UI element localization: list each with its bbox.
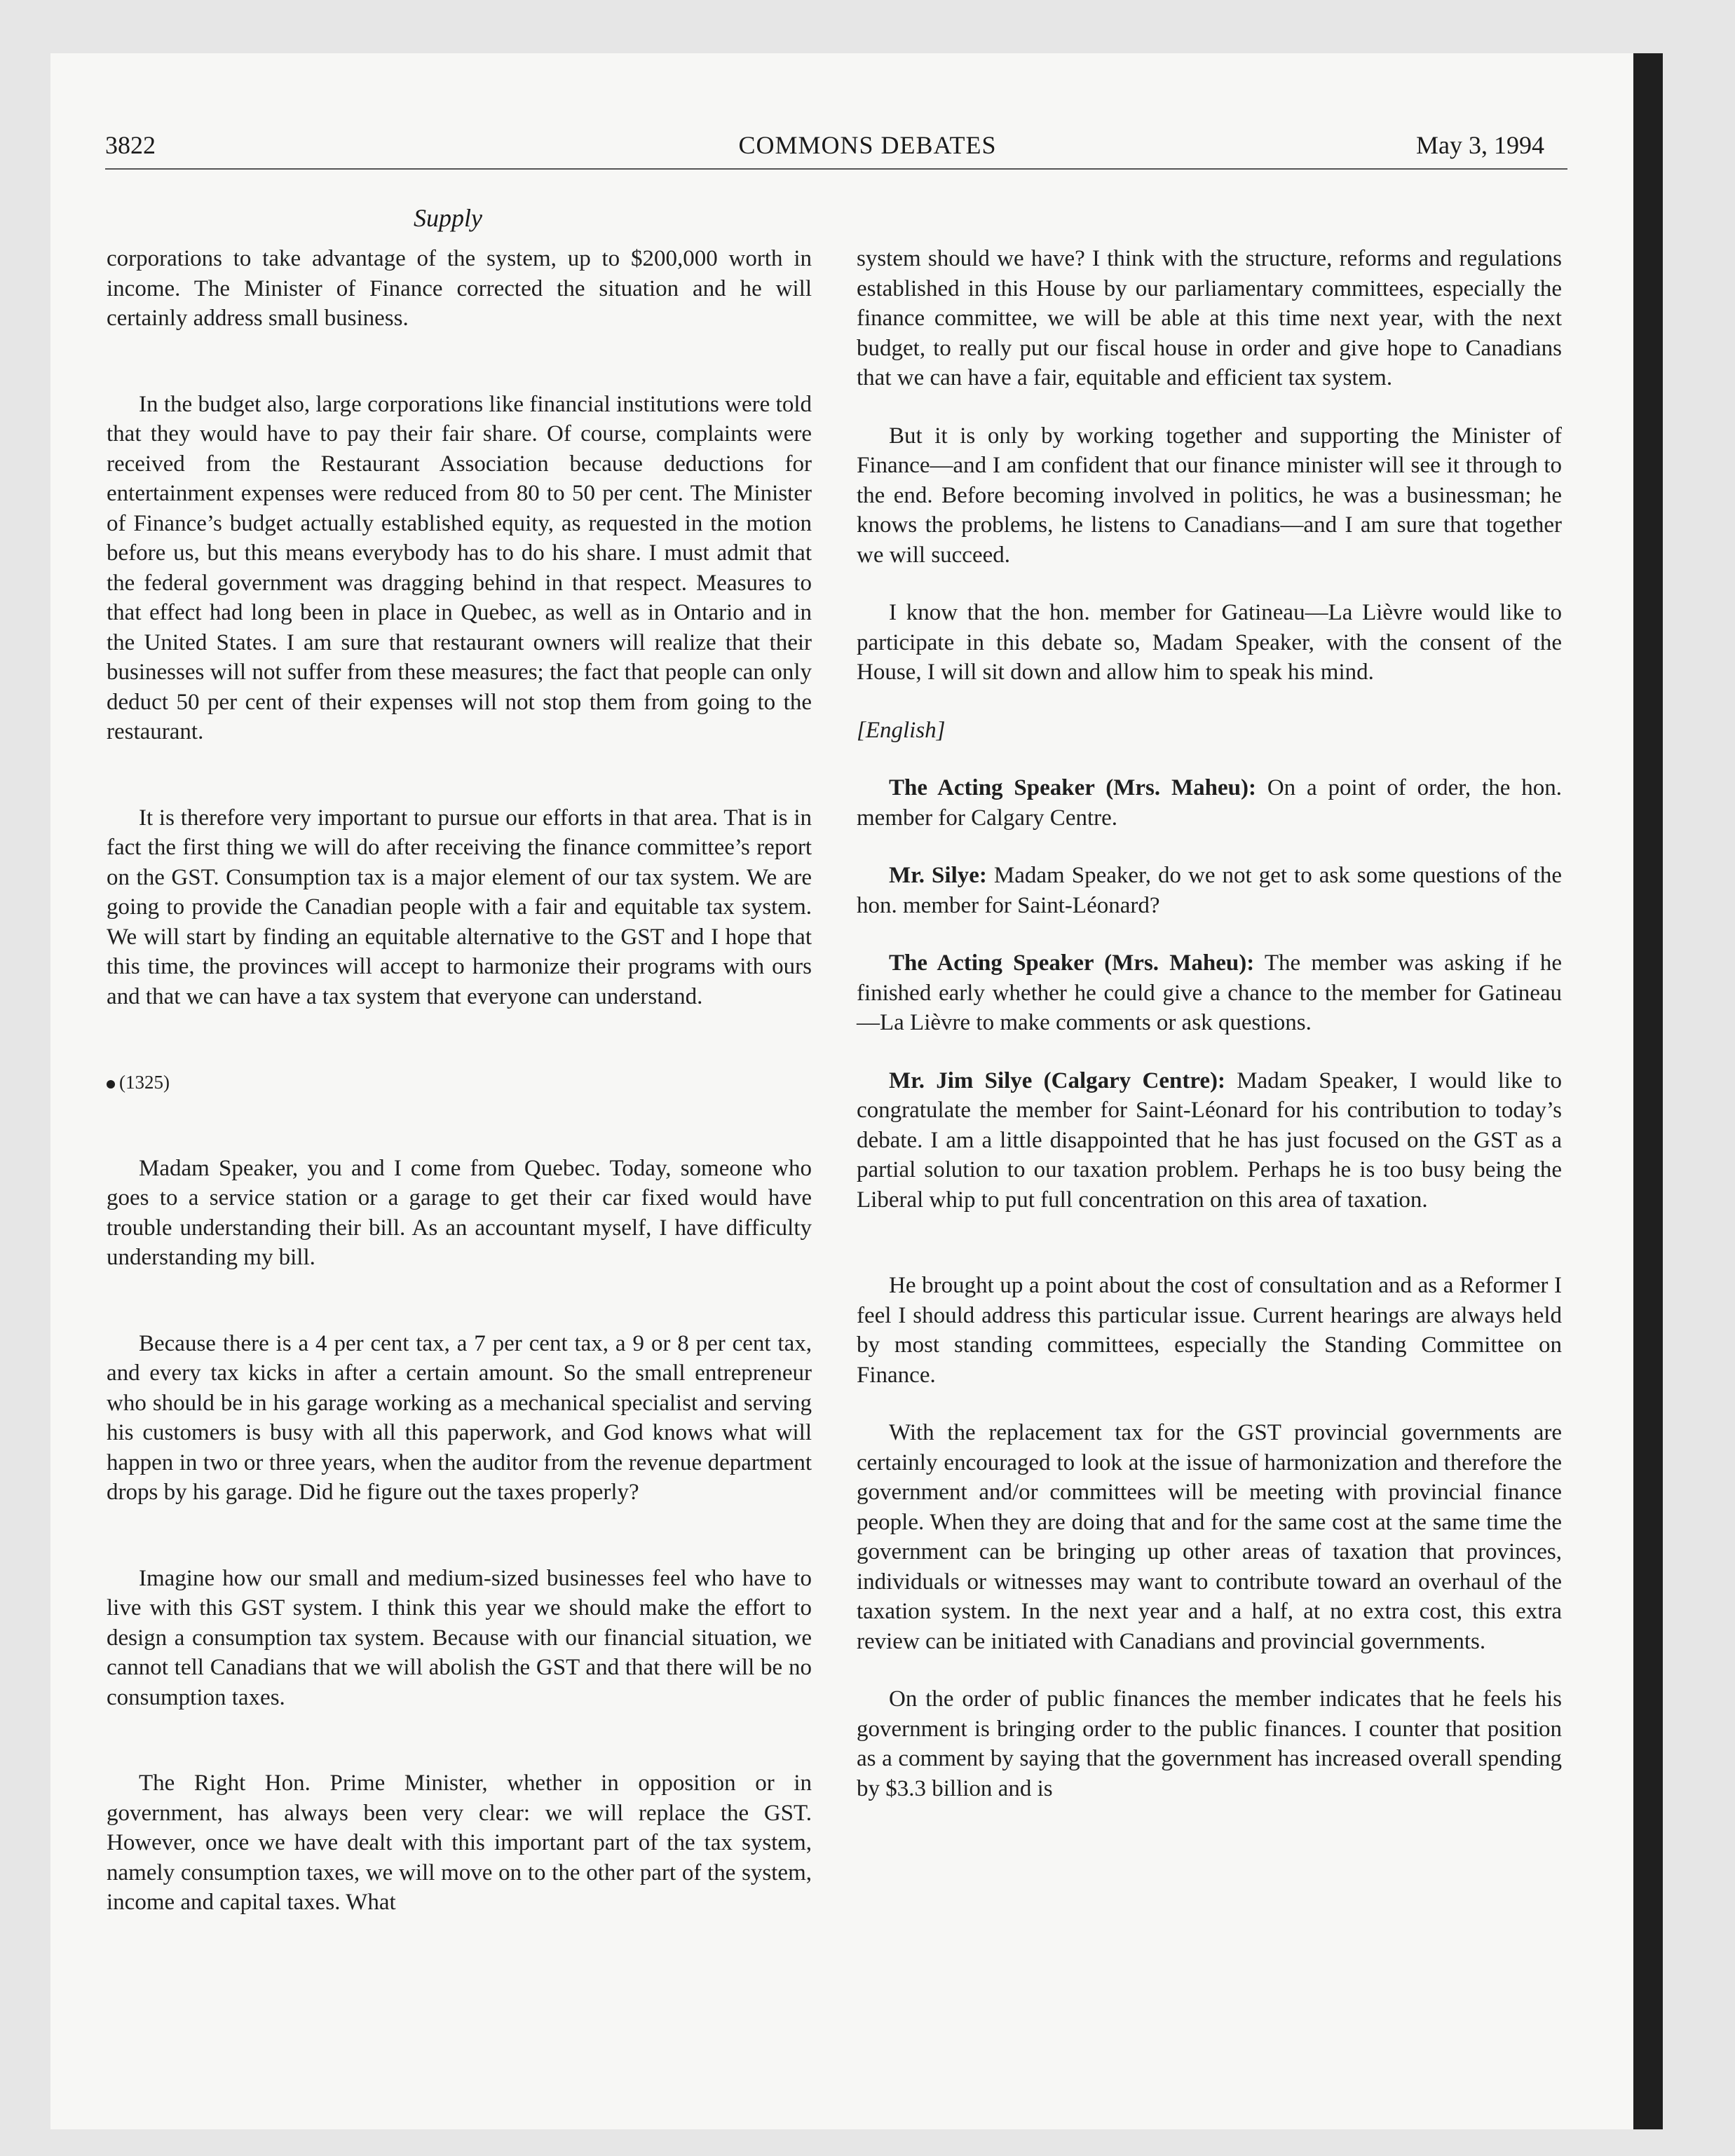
paragraph: Madam Speaker, you and I come from Quebec. Today, someone who goes to a service station or a garage to get their car fixed would have trouble understanding their bill. As an accountant myself, I have difficulty understanding my bill.	[107, 1155, 812, 1270]
right-column	[857, 244, 1562, 1831]
speech-text: On a point of order, the hon. member for Calgary Centre.	[857, 775, 1562, 831]
paragraph: Because there is a 4 per cent tax, a 7 per cent tax, a 9 or 8 per cent tax, and every tax kicks in after a certain amount. So the small entrepreneur who should be in his garage working as a mechanical specialist and serving his customers is busy with all this paperwork, and God knows what will happen in two or three years, when the auditor from the revenue department drops by his garage. Did he figure out the taxes properly?	[107, 1330, 812, 1505]
timestamp-marker	[107, 1067, 812, 1098]
header-rule	[105, 168, 1567, 170]
section-label: Supply	[414, 204, 482, 232]
speech	[857, 948, 1562, 1038]
paragraph: system should we have? I think with the structure, reforms and regulations established in this House by our parliamentary committees, especially the finance committee, we will be able at this time next year, with the next budget, to really put our fiscal house in order and give hope to Canadians that we can have a fair, equitable and efficient tax system.	[857, 246, 1562, 390]
page-date: May 3, 1994	[1416, 131, 1544, 159]
speech-text: Madam Speaker, I would like to congratulate the member for Saint-Léonard for his contribution to today’s debate. I am a little disappointed that he has just focused on the GST as a partial solution to our taxation problem. Perhaps he is too busy being the Liberal whip to put full concentration on this area of taxation.	[857, 1067, 1562, 1213]
paragraph: The Right Hon. Prime Minister, whether in opposition or in government, has always been very clear: we will replace the GST. However, once we have dealt with this important part of the tax system, namely consumption taxes, we will move on to the other part of the system, income and capital taxes. What	[107, 1770, 812, 1915]
scan-binding-edge	[1633, 53, 1663, 2129]
timestamp-text: (1325)	[119, 1072, 170, 1093]
speech-text: The member was asking if he finished early whether he could give a chance to the member for Gatineau—La Lièvre to make comments or ask questions.	[857, 950, 1562, 1035]
paragraph: corporations to take advantage of the system, up to $200,000 worth in income. The Minister of Finance corrected the situation and he will certainly address small business.	[107, 246, 812, 331]
paragraph: He brought up a point about the cost of consultation and as a Reformer I feel I should address this particular issue. Current hearings are always held by most standing committees, especially the Standing Committee on Finance.	[857, 1273, 1562, 1388]
speaker-name: The Acting Speaker (Mrs. Maheu):	[889, 775, 1256, 800]
paragraph: On the order of public finances the member indicates that he feels his government is bringing order to the public finances. I counter that position as a comment by saying that the government has increased overall spending by $3.3 billion and is	[857, 1686, 1562, 1801]
bullet-icon	[107, 1080, 115, 1089]
speech-text: Madam Speaker, do we not get to ask some questions of the hon. member for Saint-Léonard?	[857, 863, 1562, 918]
speech	[857, 773, 1562, 833]
speaker-name: The Acting Speaker (Mrs. Maheu):	[889, 950, 1255, 976]
paragraph: I know that the hon. member for Gatineau—La Lièvre would like to participate in this debate so, Madam Speaker, with the consent of the House, I will sit down and allow him to speak his mind.	[857, 600, 1562, 685]
speaker-name: Mr. Silye:	[889, 863, 987, 888]
paragraph: In the budget also, large corporations like financial institutions were told that they would have to pay their fair share. Of course, complaints were received from the Restaurant Association because deductions for entertainment expenses were reduced from 80 to 50 per cent. The Minister of Finance’s budget actually established equity, as requested in the motion before us, but this means everybody has to do his share. I must admit that the federal government was dragging behind in that respect. Measures to that effect had long been in place in Quebec, as well as in Ontario and in the United States. I am sure that restaurant owners will realize that their businesses will not suffer from these measures; the fact that people can only deduct 50 per cent of their expenses will not stop them from going to the restaurant.	[107, 391, 812, 744]
page-number: 3822	[105, 131, 156, 159]
language-marker: [English]	[857, 717, 946, 743]
paragraph: Imagine how our small and medium-sized businesses feel who have to live with this GST system. I think this year we should make the effort to design a consumption tax system. Because with our financial situation, we cannot tell Canadians that we will abolish the GST and that there will be no consumption taxes.	[107, 1565, 812, 1710]
paragraph: It is therefore very important to pursue our efforts in that area. That is in fact the first thing we will do after receiving the finance committee’s report on the GST. Consumption tax is a major element of our tax system. We are going to provide the Canadian people with a fair and equitable tax system. We will start by finding an equitable alternative to the GST and I hope that this time, the provinces will accept to harmonize their programs with ours and that we can have a tax system that everyone can understand.	[107, 805, 812, 1009]
speech	[857, 861, 1562, 920]
left-column	[107, 244, 812, 1946]
paragraph: With the replacement tax for the GST provincial governments are certainly encouraged to look at the issue of harmonization and therefore the government and/or committees will be meeting with provincial finance people. When they are doing that and for the same cost at the same time the government can be bringing up other areas of taxation that provinces, individuals or witnesses may want to contribute toward an overhaul of the taxation system. In the next year and a half, at no extra cost, this extra review can be initiated with Canadians and provincial governments.	[857, 1420, 1562, 1654]
speech	[857, 1066, 1562, 1215]
paragraph: But it is only by working together and supporting the Minister of Finance—and I am confident that our finance minister will see it through to the end. Before becoming involved in politics, he was a businessman; he knows the problems, he listens to Canadians—and I am sure that together we will succeed.	[857, 423, 1562, 568]
journal-title: COMMONS DEBATES	[738, 131, 997, 159]
speaker-name: Mr. Jim Silye (Calgary Centre):	[889, 1067, 1226, 1093]
